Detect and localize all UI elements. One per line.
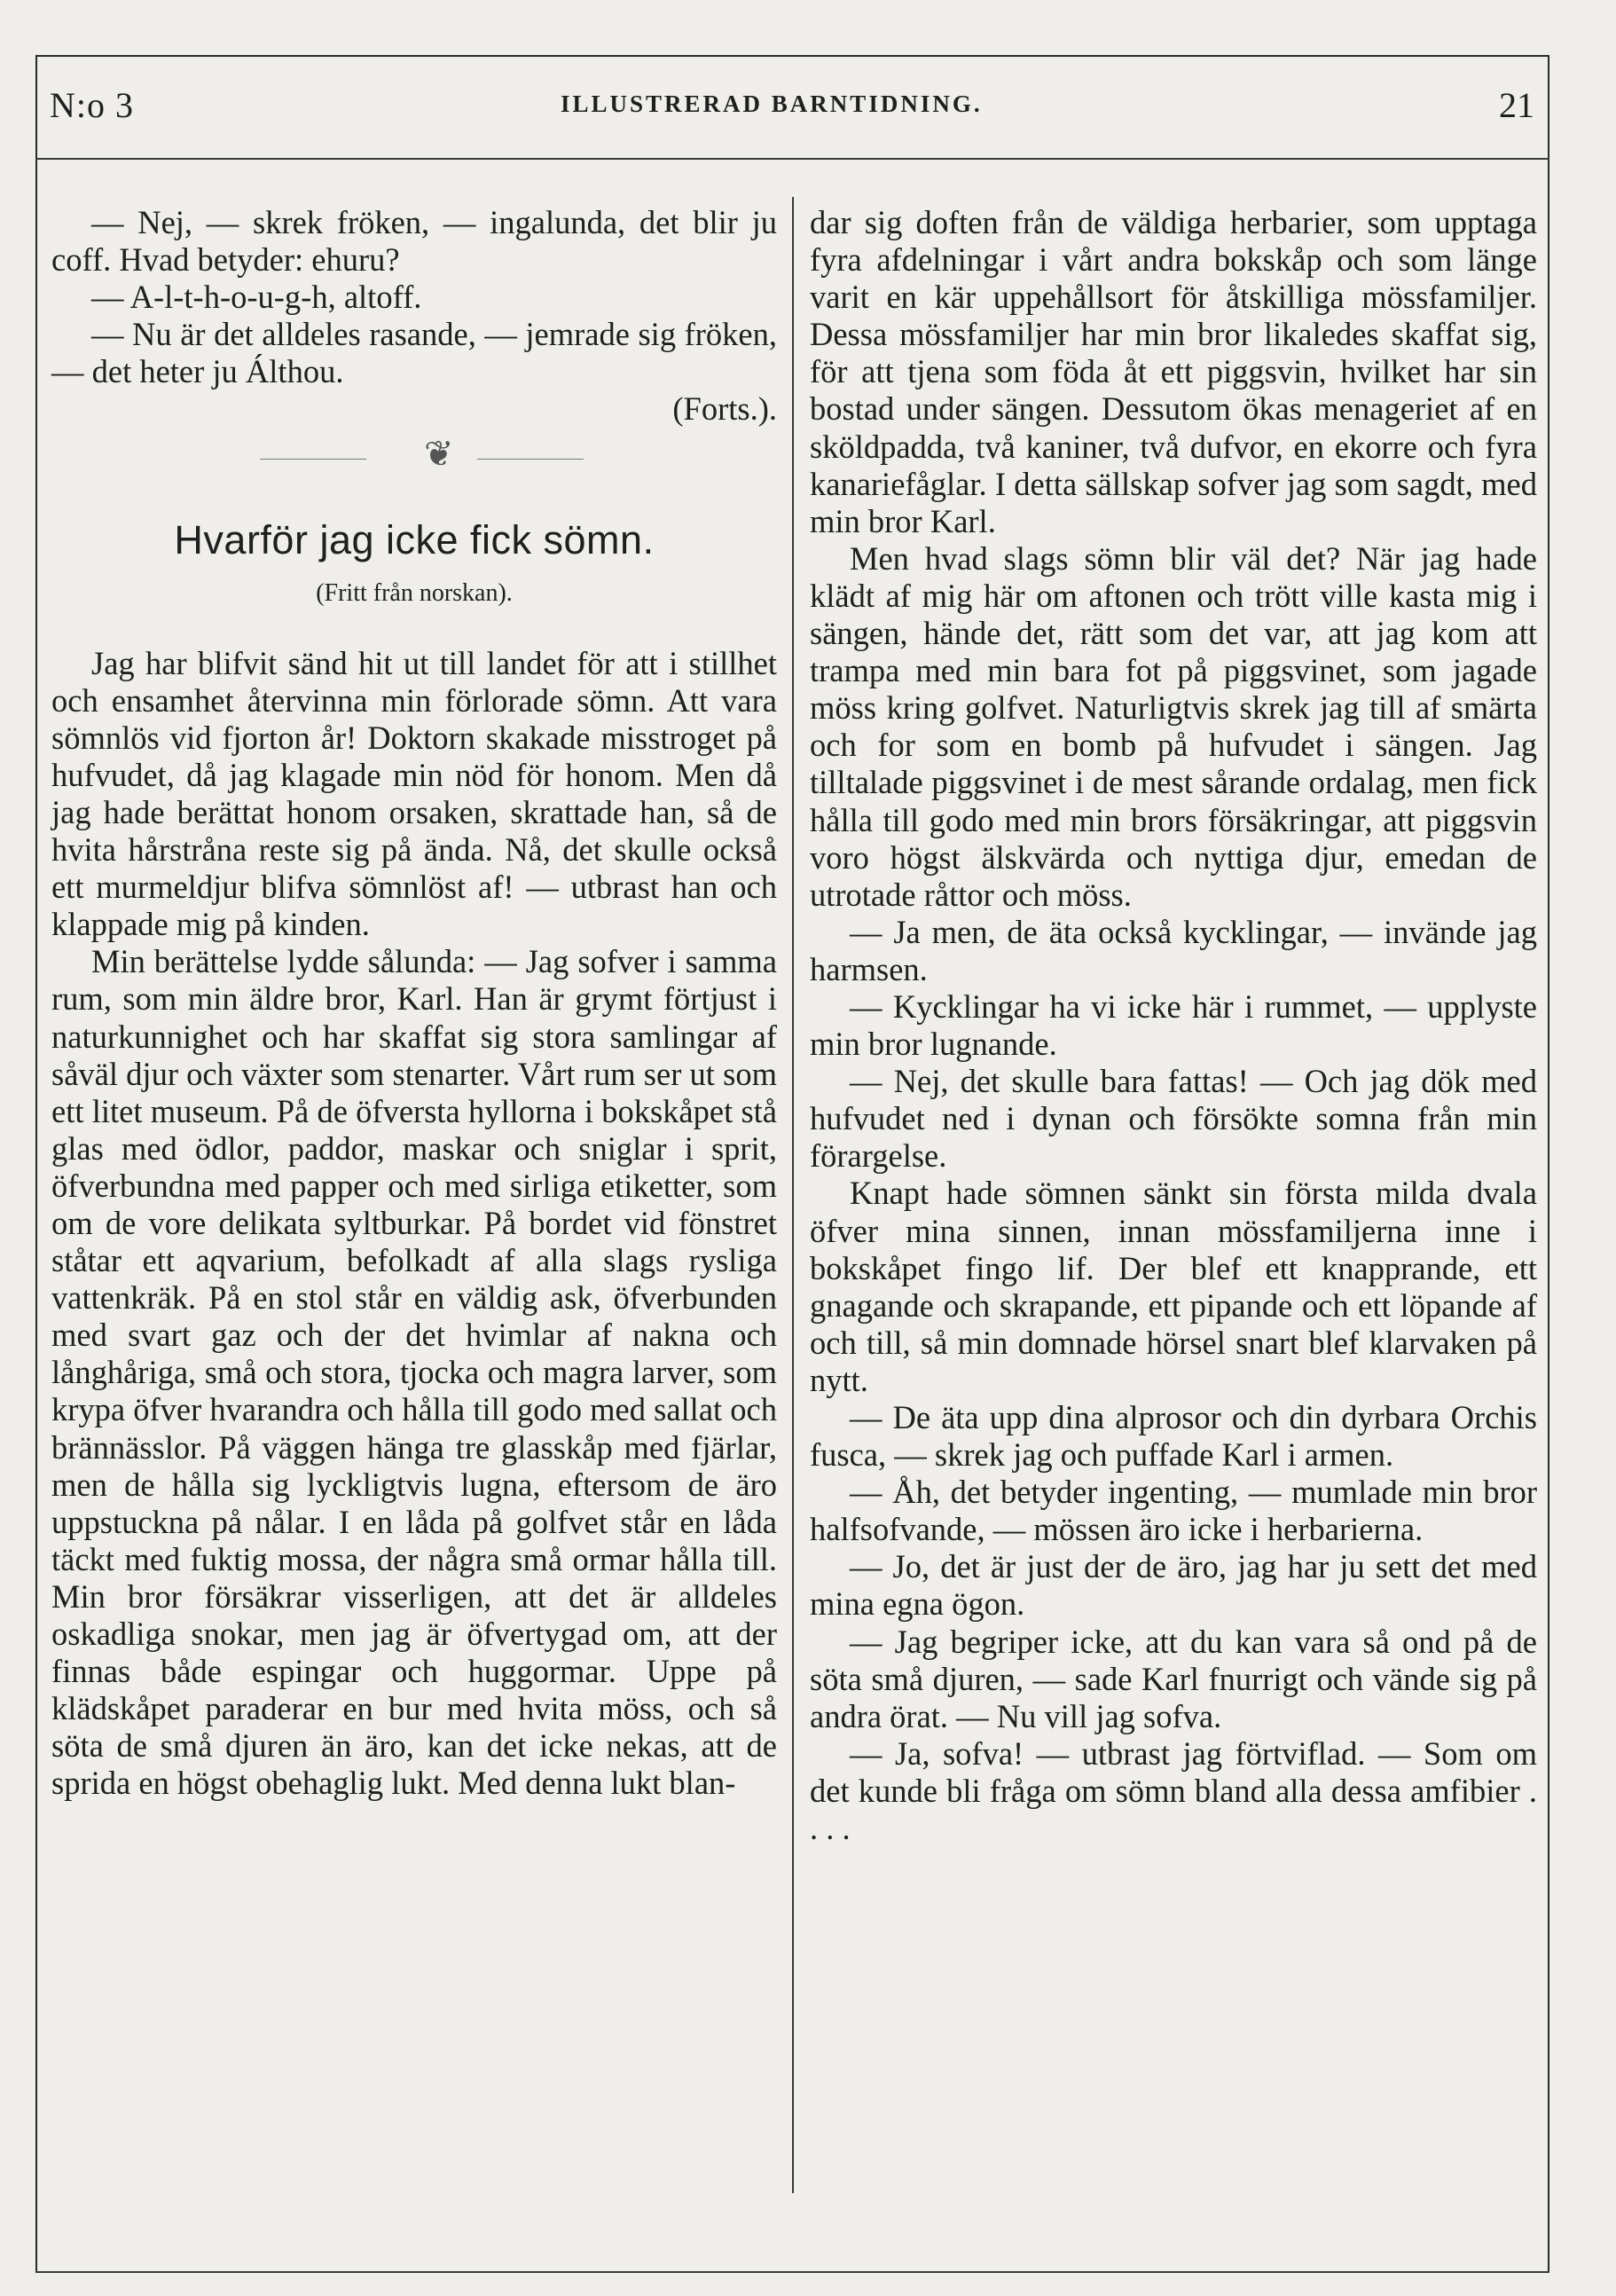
dialogue-line: — Nej, — skrek fröken, — ingalunda, det blir ju coff. Hvad betyder: ehuru?: [51, 204, 777, 279]
left-column: [51, 204, 777, 1802]
story-paragraph: Jag har blifvit sänd hit ut till landet för att i stillhet och ensamhet återvinna min förlorade sömn. Att vara sömnlös vid fjorton år! Doktorn skakade misstroget på hufvudet, då jag klagade min nöd för honom. Men då jag hade berättat honom orsaken, skrattade han, så de hvita hårstråna reste sig på ända. Nå, det skulle också ett murmeldjur blifva sömnlöst af! — utbrast han och klappade mig på kinden.: [51, 644, 777, 943]
story-paragraph: — Jag begriper icke, att du kan vara så ond på de söta små djuren, — sade Karl fnurrigt och vände sig på andra örat. — Nu vill jag sofva.: [810, 1623, 1537, 1734]
header-rule: [35, 158, 1549, 160]
story-title: Hvarför jag icke fick sömn.: [174, 516, 655, 562]
dialogue-line: — Nu är det alldeles rasande, — jemrade sig fröken, — det heter ju Álthou.: [51, 316, 777, 390]
story-paragraph: Men hvad slags sömn blir väl det? När jag hade klädt af mig här om aftonen och trött ville kasta mig i sängen, hände det, rätt som det var, att jag kom att trampa med min bara fot på piggsvinet, som jagade möss kring golfvet. Naturligtvis skrek jag till af smärta och for som en bomb på hufvudet i sängen. Jag tilltalade piggsvinet i de mest sårande ordalag, men fick hålla till godo med min brors försäkringar, att piggsvin voro högst älskvärda och nyttiga djur, emedan de utrotade råttor och möss.: [810, 539, 1537, 913]
story-paragraph: — Åh, det betyder ingenting, — mumlade min bror halfsofvande, — mössen äro icke i herbarierna.: [810, 1474, 1537, 1548]
section-ornament: [51, 429, 777, 491]
left-border: [35, 55, 37, 2273]
continued-note: (Forts.).: [672, 390, 777, 428]
story-paragraph: — Kycklingar ha vi icke här i rummet, — upplyste min bror lugnande.: [810, 987, 1537, 1063]
story-subtitle: (Fritt från norskan).: [316, 578, 513, 607]
story-paragraph: — Nej, det skulle bara fattas! — Och jag dök med hufvudet ned i dynan och försökte somna från min förargelse.: [810, 1063, 1537, 1175]
right-column: [810, 204, 1537, 1847]
dialogue-line: — A-l-t-h-o-u-g-h, altoff.: [91, 279, 422, 316]
page-number: 21: [1499, 85, 1534, 125]
story-paragraph: — Ja men, de äta också kycklingar, — invände jag harmsen.: [810, 913, 1537, 987]
right-border: [1548, 55, 1549, 2273]
story-paragraph: — Ja, sofva! — utbrast jag förtviflad. — Som om det kunde bli fråga om sömn bland alla dessa amfibier . . . .: [810, 1734, 1537, 1847]
story-paragraph: Knapt hade sömnen sänkt sin första milda dvala öfver mina sinnen, innan mössfamiljerna inne i bokskåpet fingo lif. Der blef ett knapprande, ett gnagande och skrapande, ett pipande och ett löpande af och till, så min domnade hörsel snart blef klarvaken på nytt.: [810, 1175, 1537, 1398]
fleuron-icon: ❦: [424, 433, 454, 474]
ornament-line: [477, 459, 584, 460]
top-rule: [35, 55, 1549, 57]
issue-number: N:o 3: [50, 85, 134, 125]
bottom-rule: [35, 2271, 1549, 2273]
column-divider: [792, 197, 794, 2193]
story-paragraph: Min berättelse lydde sålunda: — Jag sofver i samma rum, som min äldre bror, Karl. Han är grymt förtjust i naturkunnighet och har skaffat sig stora samlingar af såväl djur och växter som stenarter. Vårt rum ser ut som ett litet museum. På de öfversta hyllorna i bokskåpet stå glas med ödlor, paddor, maskar och sniglar i sprit, öfverbundna med papper och med sirliga etiketter, som om de vore delikata syltburkar. På bordet vid fönstret ståtar ett aqvarium, befolkadt af alla slags rysliga vattenkräk. På en stol står en väldig ask, öfverbunden med svart gaz och der det hvimlar af nakna och långhåriga, små och stora, tjocka och magra larver, som krypa öfver hvarandra och hålla till godo med sallat och brännässlor. På väggen hänga tre glasskåp med fjärlar, men de hålla sig lyckligtvis lugna, eftersom de äro uppstuckna på nålar. I en låda på golfvet står en låda täckt med fuktig mossa, der några små ormar hålla till. Min bror försäkrar visserligen, att det är alldeles oskadliga snokar, men jag är öfvertygad om, att der finnas både espingar och huggormar. Uppe på klädskåpet paraderar en bur med hvita möss, och så söta de små djuren än äro, kan det icke nekas, att de sprida en högst obehaglig lukt. Med denna lukt blan-: [51, 943, 777, 1802]
ornament-line: [260, 459, 366, 460]
story-paragraph: dar sig doften från de väldiga herbarier, som upptaga fyra afdelningar i vårt andra bokskåp och som länge varit en kär uppehållsort för åtskilliga mössfamiljer. Dessa mössfamiljer har min bror likaledes skaffat sig, för att tjena som föda åt ett piggsvin, hvilket har sin bostad under sängen. Dessutom ökas menageriet af en sköldpadda, två kaniner, två dufvor, en ekorre och fyra kanariefåglar. I detta sällskap sofver jag som sagdt, med min bror Karl.: [810, 204, 1537, 539]
story-paragraph: — Jo, det är just der de äro, jag har ju sett det med mina egna ögon.: [810, 1548, 1537, 1623]
publication-title: ILLUSTRERAD BARNTIDNING.: [561, 90, 983, 117]
story-paragraph: — De äta upp dina alprosor och din dyrbara Orchis fusca, — skrek jag och puffade Karl i armen.: [810, 1399, 1537, 1474]
